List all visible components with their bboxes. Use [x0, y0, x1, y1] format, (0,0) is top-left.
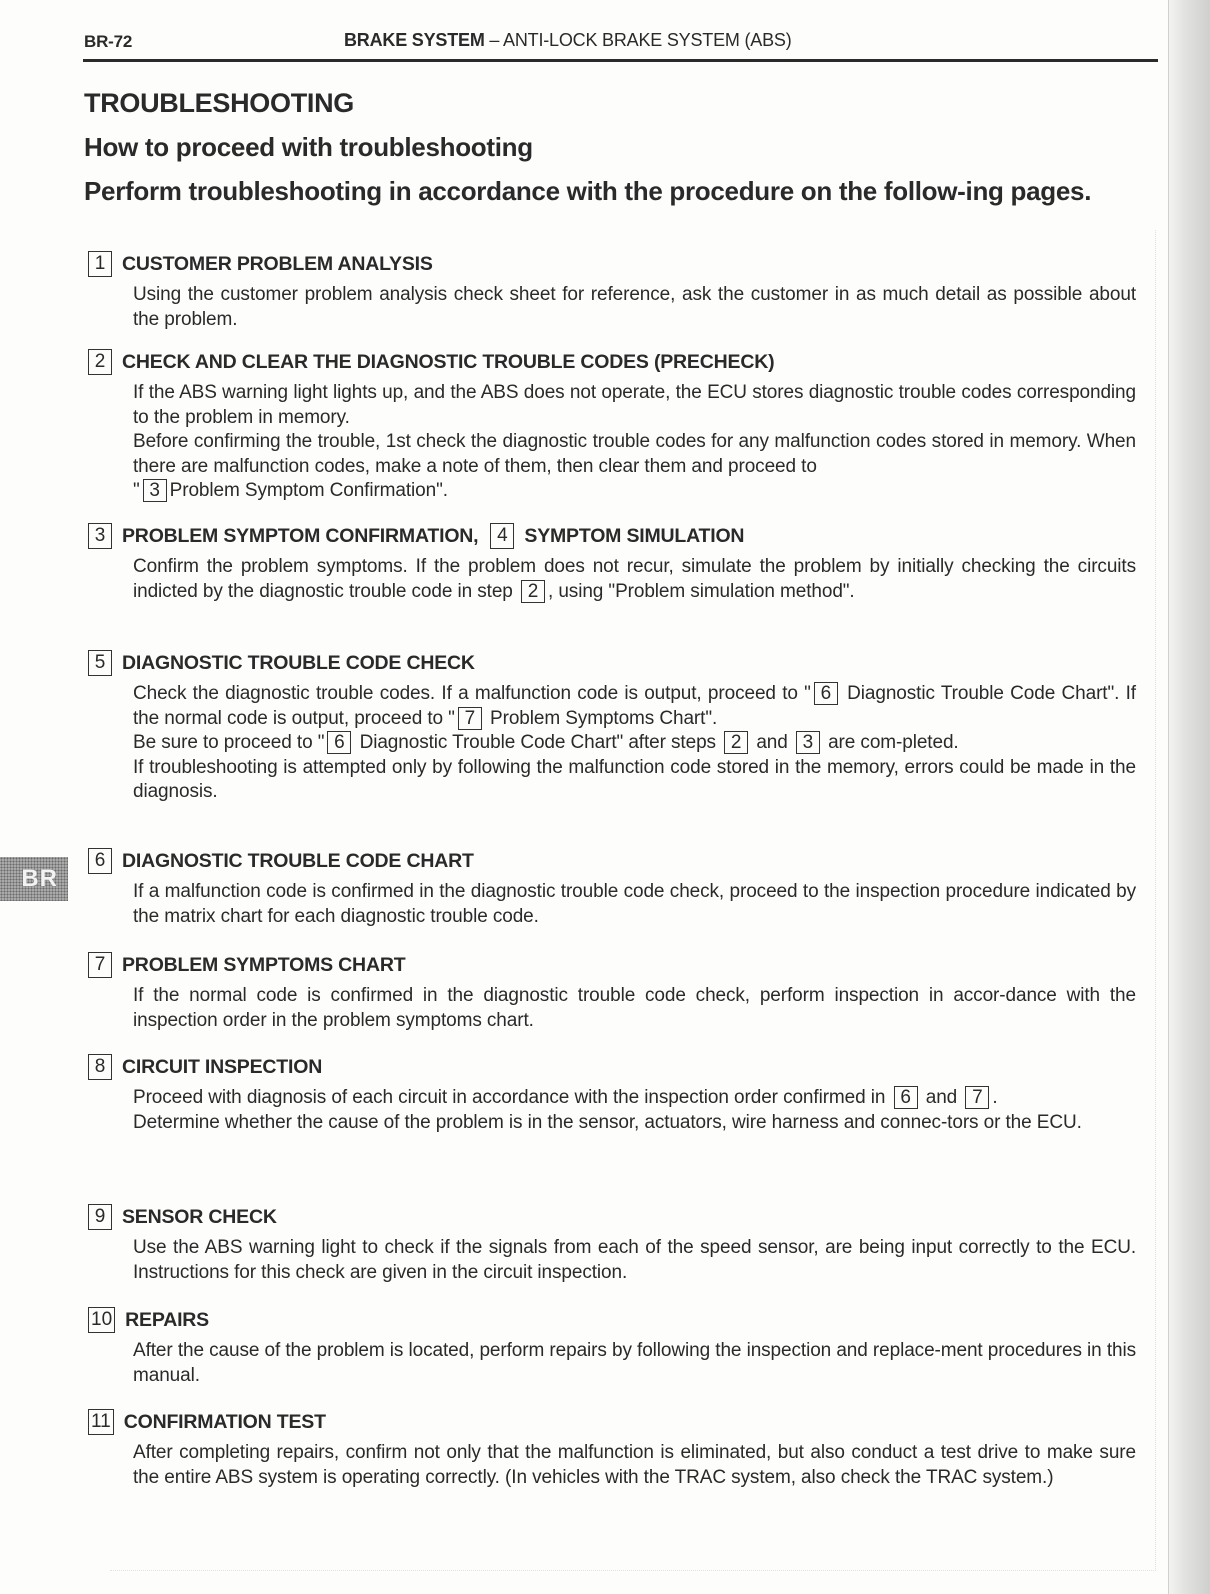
paragraph-text: Proceed with diagnosis of each circuit in accordance with the inspection order confirmed in: [133, 1087, 886, 1108]
step-number-box: 8: [88, 1054, 112, 1080]
running-title: [344, 30, 792, 51]
step-number-box: 3: [88, 523, 112, 549]
step-ref-box[interactable]: 6: [814, 682, 838, 705]
step-ref-box[interactable]: 7: [458, 707, 482, 730]
step-body: [133, 682, 1136, 805]
step-number-box: 1: [88, 251, 112, 277]
step-paragraph: After completing repairs, confirm not only that the malfunction is eliminated, but also conduct a test drive to make sure the entire ABS system is operating correctly. (In vehicles with the TRAC system, also check the TRAC system.): [133, 1442, 1136, 1488]
paragraph-text: and: [756, 732, 788, 753]
header-rule: [83, 59, 1158, 62]
step-title: CUSTOMER PROBLEM ANALYSIS: [122, 252, 433, 275]
step-paragraph: If troubleshooting is attempted only by following the malfunction code stored in the memory, errors could be made in the diagnosis.: [133, 756, 1136, 802]
step-title: PROBLEM SYMPTOM CONFIRMATION,: [122, 524, 479, 547]
step-paragraph: [133, 731, 1136, 756]
step-body: [133, 984, 1136, 1033]
step-body: [133, 283, 1136, 332]
step-body: [133, 1339, 1136, 1388]
step-paragraph: [133, 1086, 1136, 1111]
step-paragraph: Use the ABS warning light to check if the signals from each of the speed sensor, are being input correctly to the ECU. Instructions for this check are given in the circuit inspection.: [133, 1237, 1136, 1283]
page-number: BR-72: [84, 32, 133, 51]
step-number-box: 7: [88, 952, 112, 978]
paragraph-text: Problem Symptoms Chart".: [490, 707, 718, 729]
paragraph-text: Diagnostic Trouble Code Chart" after steps: [359, 732, 716, 753]
paragraph-text: Be sure to proceed to ": [133, 732, 325, 753]
paragraph-text: Confirm the problem symptoms. If the problem does not recur, simulate the problem by initially checking the circuits indicted by the diagnostic trouble code in step: [133, 556, 1136, 602]
section-side-tab: [0, 857, 68, 901]
step-body: [133, 1236, 1136, 1285]
step-title: SENSOR CHECK: [122, 1205, 277, 1228]
step-title: CIRCUIT INSPECTION: [122, 1055, 323, 1078]
step-2: [88, 348, 1148, 504]
step-number-box: 6: [88, 848, 112, 874]
step-paragraph: If the ABS warning light lights up, and the ABS does not operate, the ECU stores diagnostic trouble codes corresponding to the problem in memory.: [133, 382, 1136, 428]
step-title-2: SYMPTOM SIMULATION: [524, 524, 745, 547]
step-body: [133, 555, 1136, 604]
step-paragraph: After the cause of the problem is located, perform repairs by following the inspection and replace-ment procedures in this manual.: [133, 1340, 1136, 1386]
step-body: [133, 1441, 1136, 1490]
step-7: [88, 951, 1148, 1033]
step-ref-box[interactable]: 2: [521, 580, 545, 603]
step-paragraph: [133, 555, 1136, 604]
section-title-bold: BRAKE SYSTEM: [344, 30, 485, 50]
step-11: [88, 1408, 1148, 1490]
step-ref-box[interactable]: 3: [796, 731, 820, 754]
step-title: CONFIRMATION TEST: [123, 1410, 326, 1433]
step-paragraph: Using the customer problem analysis check sheet for reference, ask the customer in as much detail as possible about the problem.: [133, 284, 1136, 330]
step-title: DIAGNOSTIC TROUBLE CODE CHECK: [122, 651, 475, 674]
step-9: [88, 1203, 1148, 1285]
step-body: [133, 1086, 1136, 1135]
paragraph-text: .: [992, 1087, 998, 1108]
step-number-box: 9: [88, 1204, 112, 1230]
step-paragraph: If the normal code is confirmed in the diagnostic trouble code check, perform inspection in accor-dance with the inspection order in the problem symptoms chart.: [133, 985, 1136, 1031]
step-paragraph: [133, 682, 1136, 731]
step-10: [88, 1306, 1148, 1388]
step-number-box: 5: [88, 650, 112, 676]
quote-mark: ": [133, 480, 140, 501]
step-number-box: 11: [88, 1409, 114, 1435]
ref-text: Problem Symptom Confirmation".: [169, 480, 448, 501]
step-3-4: [88, 522, 1148, 604]
paragraph-text: and: [925, 1087, 958, 1108]
page-title: TROUBLESHOOTING: [84, 88, 354, 118]
step-number-box: 2: [88, 349, 112, 375]
section-title-rest: – ANTI-LOCK BRAKE SYSTEM (ABS): [484, 30, 792, 50]
side-tab-label: BR: [21, 865, 58, 892]
paragraph-text: are com-pleted.: [828, 732, 959, 753]
step-paragraph: Determine whether the cause of the problem is in the sensor, actuators, wire harness and connec-tors or the ECU.: [133, 1111, 1082, 1133]
step-title: REPAIRS: [125, 1308, 209, 1331]
page-header: [84, 26, 1156, 60]
step-ref-box[interactable]: 2: [724, 731, 748, 754]
step-ref-box[interactable]: 3: [143, 479, 167, 502]
paragraph-text: Check the diagnostic trouble codes. If a malfunction code is output, proceed to ": [133, 683, 811, 704]
step-title: PROBLEM SYMPTOMS CHART: [122, 953, 406, 976]
page-binding-edge: [1168, 0, 1210, 1594]
step-title: DIAGNOSTIC TROUBLE CODE CHART: [122, 849, 474, 872]
step-title: CHECK AND CLEAR THE DIAGNOSTIC TROUBLE CODES (PRECHECK): [122, 350, 775, 373]
step-paragraph-ref: [133, 479, 1136, 504]
step-body: [133, 381, 1136, 504]
step-ref-box[interactable]: 6: [894, 1086, 918, 1109]
step-1: [88, 250, 1148, 332]
paragraph-text: Diagnostic Trouble Code Chart". If the normal code is output, proceed to ": [133, 683, 1136, 729]
step-paragraph: Before confirming the trouble, 1st check the diagnostic trouble codes for any malfunction codes stored in memory. When there are malfunction codes, make a note of them, then clear them and proceed to: [133, 431, 1136, 477]
section-heading: How to proceed with troubleshooting: [84, 132, 533, 162]
step-8: [88, 1053, 1148, 1135]
intro-heading: Perform troubleshooting in accordance with the procedure on the follow-ing pages.: [84, 176, 1092, 206]
step-5: [88, 649, 1148, 805]
step-ref-box[interactable]: 6: [327, 731, 351, 754]
step-body: [133, 880, 1136, 929]
step-paragraph: If a malfunction code is confirmed in the diagnostic trouble code check, proceed to the inspection procedure indicated by the matrix chart for each diagnostic trouble code.: [133, 881, 1136, 927]
step-number-box-2: 4: [490, 523, 514, 549]
step-number-box: 10: [88, 1307, 115, 1333]
step-ref-box[interactable]: 7: [965, 1086, 989, 1109]
paragraph-text: , using "Problem simulation method".: [547, 580, 855, 602]
step-6: [88, 847, 1148, 929]
